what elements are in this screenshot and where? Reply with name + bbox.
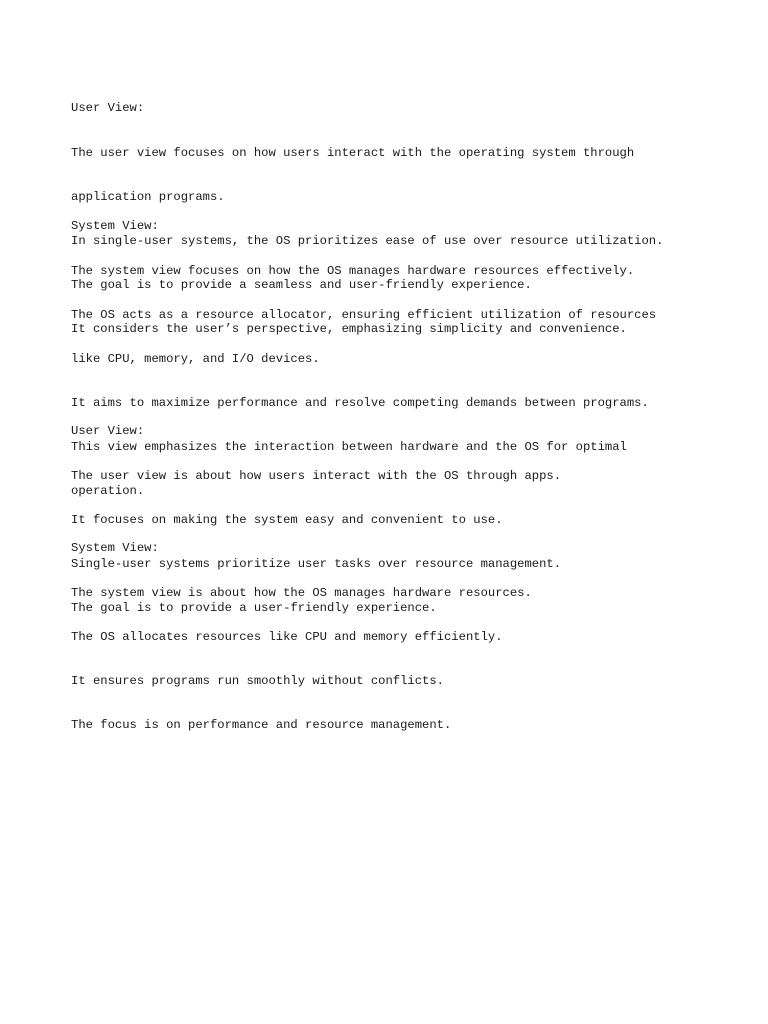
paragraph-line: The focus is on performance and resource management. (71, 717, 452, 732)
paragraph-line: Single-user systems prioritize user tasks over resource management. (71, 556, 562, 571)
section-heading: System View: (71, 219, 159, 234)
paragraph-line: It aims to maximize performance and resolve competing demands between programs. (71, 395, 649, 410)
paragraph-line: The OS acts as a resource allocator, ensuring efficient utilization of resources (71, 307, 657, 322)
paragraph-line: The user view is about how users interact with the OS through apps. (71, 468, 562, 483)
paragraph-line: This view emphasizes the interaction between hardware and the OS for optimal (71, 439, 627, 454)
paragraph-line: The goal is to provide a seamless and user-friendly experience. (71, 277, 532, 292)
system-view-section-2 (71, 512, 711, 762)
section-heading: User View: (71, 424, 145, 439)
paragraph-line: The OS allocates resources like CPU and memory efficiently. (71, 629, 503, 644)
paragraph-line: In single-user systems, the OS prioritizes ease of use over resource utilization. (71, 233, 664, 248)
paragraph-line: It considers the user’s perspective, emphasizing simplicity and convenience. (71, 321, 627, 336)
paragraph-line: It ensures programs run smoothly without conflicts. (71, 673, 444, 688)
paragraph-line: application programs. (71, 189, 225, 204)
paragraph-line: It focuses on making the system easy and convenient to use. (71, 512, 503, 527)
paragraph-line: like CPU, memory, and I/O devices. (71, 351, 320, 366)
section-heading: System View: (71, 541, 159, 556)
paragraph-line: The system view is about how the OS manages hardware resources. (71, 585, 532, 600)
paragraph-line: The system view focuses on how the OS manages hardware resources effectively. (71, 263, 635, 278)
paragraph-line: The user view focuses on how users interact with the operating system through (71, 145, 635, 160)
paragraph-line: The goal is to provide a user-friendly experience. (71, 600, 437, 615)
section-heading: User View: (71, 101, 145, 116)
paragraph-line: operation. (71, 483, 145, 498)
